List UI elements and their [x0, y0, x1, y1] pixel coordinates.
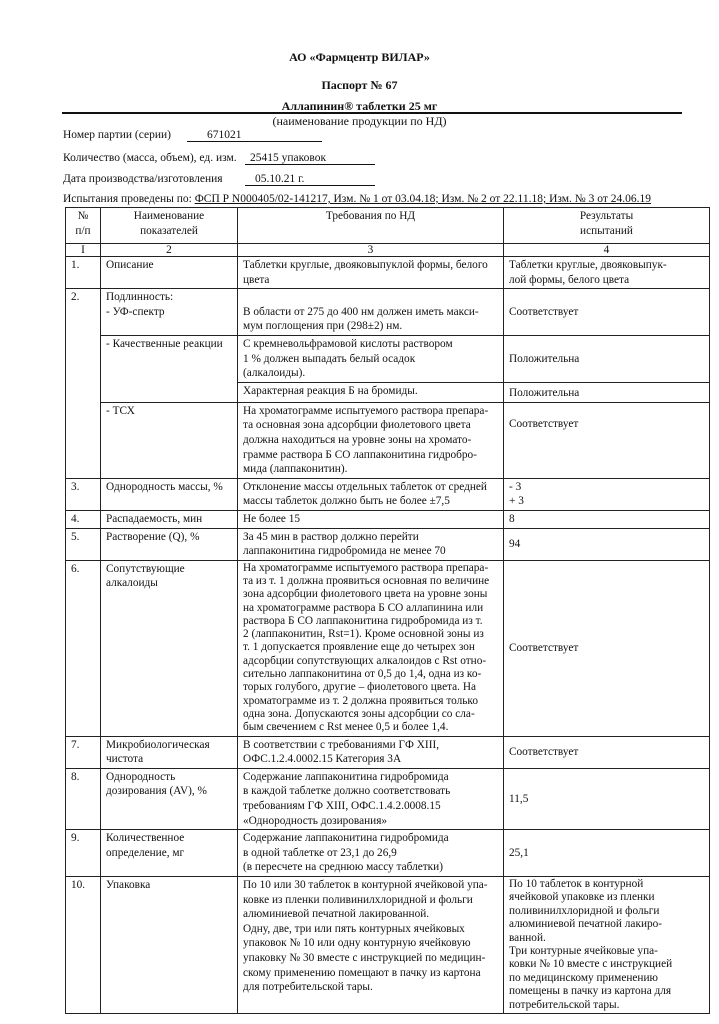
row-requirement: За 45 мин в раствор должно перейти лаппаконитина гидробромида не менее 70	[238, 528, 504, 560]
table-row	[66, 830, 710, 877]
row-result: Соответствует	[504, 736, 710, 768]
batch-value: 671021	[187, 129, 322, 142]
row-name: Описание	[101, 257, 238, 289]
product-name: Аллапинин® таблетки 25 мг	[281, 99, 438, 113]
row-requirement: Не более 15	[238, 510, 504, 528]
row-num: 7.	[66, 736, 101, 768]
header-row	[66, 208, 710, 244]
row-result: Соответствует	[504, 402, 710, 478]
row-result: Положительна	[504, 382, 710, 402]
header-results: Результаты испытаний	[504, 208, 710, 244]
row-name: Растворение (Q), %	[101, 528, 238, 560]
header-name: Наименование показателей	[101, 208, 238, 244]
row-requirement: Содержание лаппаконитина гидробромида в каждой таблетке должно соответствовать требованиям ГФ XIII, ОФС.1.4.2.0008.15 «Однородность дозирования»	[238, 768, 504, 829]
row-result: - 3 + 3	[504, 478, 710, 510]
row-requirement: Отклонение массы отдельных таблеток от средней массы таблеток должно быть не более ±7,5	[238, 478, 504, 510]
row-name: Однородность массы, %	[101, 478, 238, 510]
row-name: Упаковка	[101, 877, 238, 1014]
row-requirement: На хроматограмме испытуемого раствора препара- та из т. 1 должна проявиться основная по величине зона адсорбции фиолетового цвета на уровне зоны на хроматограмме раствора Б СО аллапинина или раствора Б СО лаппаконитина гидробромида из т. 2 (лаппаконитин, Rst=1). Кроме основной зоны из т. 1 допускается проявление еще до четырех зон адсорбции сопутствующих алкалоидов с Rst отно- сительно лаппаконитина от 0,5 до 1,4, одна из ко- торых голубого, другие – фиолетового цвета. На хроматограмме из т. 2 должна проявиться только одна зона. Допускаются зоны адсорбции со сла- бым свечением с Rst менее 0,5 и более 1,4.	[238, 560, 504, 736]
table-row	[66, 289, 710, 336]
row-num: 6.	[66, 560, 101, 736]
row-requirement: Характерная реакция Б на бромиды.	[238, 382, 504, 402]
index-row	[66, 244, 710, 257]
batch-label: Номер партии (серии)	[63, 129, 171, 141]
row-requirement: С кремневольфрамовой кислоты раствором 1 % должен выпадать белый осадок (алкалоиды).	[238, 335, 504, 382]
header-num: № п/п	[66, 208, 101, 244]
table-row	[66, 510, 710, 528]
index-cell: 2	[101, 244, 238, 257]
quantity-value: 25415 упаковок	[245, 152, 375, 165]
table-row	[66, 335, 710, 382]
row-requirement: В области от 275 до 400 нм должен иметь макси- мум поглощения при (298±2) нм.	[238, 289, 504, 336]
index-cell: 3	[238, 244, 504, 257]
row-name: Количественное определение, мг	[101, 830, 238, 877]
table-row	[66, 402, 710, 478]
row-requirement: В соответствии с требованиями ГФ XIII, ОФС.1.2.4.0002.15 Категория 3А	[238, 736, 504, 768]
table-row	[66, 877, 710, 1014]
row-requirement: Таблетки круглые, двояковыпуклой формы, белого цвета	[238, 257, 504, 289]
passport-number: Паспорт № 67	[321, 78, 398, 92]
row-num: 8.	[66, 768, 101, 829]
row-result: 8	[504, 510, 710, 528]
row-name: Распадаемость, мин	[101, 510, 238, 528]
passport-table	[65, 207, 710, 1014]
row-name: Однородность дозирования (AV), %	[101, 768, 238, 829]
row-result: Соответствует	[504, 560, 710, 736]
row-num: 5.	[66, 528, 101, 560]
company-name: АО «Фармцентр ВИЛАР»	[289, 50, 430, 64]
row-name: Микробиологическая чистота	[101, 736, 238, 768]
product-caption: (наименование продукции по НД)	[272, 114, 447, 128]
quantity-label: Количество (масса, объем), ед. изм.	[63, 152, 237, 164]
header-requirements: Требования по НД	[238, 208, 504, 244]
row-result: Положительна	[504, 335, 710, 382]
row-name: Подлинность: - УФ-спектр	[101, 289, 238, 336]
row-result: Соответствует	[504, 289, 710, 336]
tests-label: Испытания проведены по:	[63, 193, 192, 205]
row-requirement: На хроматограмме испытуемого раствора препара- та основная зона адсорбции фиолетового цвета должна находиться на уровне зоны на хромато- грамме раствора Б СО лаппаконитина гидробро- мида (лаппаконитин).	[238, 402, 504, 478]
row-requirement: Содержание лаппаконитина гидробромида в одной таблетке от 23,1 до 26,9 (в пересчете на среднюю массу таблетки)	[238, 830, 504, 877]
index-cell: I	[66, 244, 101, 257]
row-num: 3.	[66, 478, 101, 510]
row-num: 10.	[66, 877, 101, 1014]
row-name: - ТСХ	[101, 402, 238, 478]
row-result: 11,5	[504, 768, 710, 829]
date-label: Дата производства/изготовления	[63, 173, 223, 185]
table-row	[66, 257, 710, 289]
row-num: 2.	[66, 289, 101, 479]
row-num: 1.	[66, 257, 101, 289]
row-name: - Качественные реакции	[101, 335, 238, 402]
table-row	[66, 736, 710, 768]
row-num: 9.	[66, 830, 101, 877]
row-result: 25,1	[504, 830, 710, 877]
index-cell: 4	[504, 244, 710, 257]
table-row	[66, 768, 710, 829]
row-result: Таблетки круглые, двояковыпук- лой формы, белого цвета	[504, 257, 710, 289]
row-requirement: По 10 или 30 таблеток в контурной ячейковой упа- ковке из пленки поливинилхлоридной и фольги алюминиевой печатной лакированной. Одну, две, три или пять контурных ячейковых упаковок № 10 или одну контурную ячейковую упаковку № 30 вместе с инструкцией по медицин- скому применению помещают в пачку из картона для потребительской тары.	[238, 877, 504, 1014]
row-name: Сопутствующие алкалоиды	[101, 560, 238, 736]
date-value: 05.10.21 г.	[245, 173, 375, 186]
row-num: 4.	[66, 510, 101, 528]
row-result: По 10 таблеток в контурной ячейковой упаковке из пленки поливинилхлоридной и фольги алюминиевой печатной лакиро- ванной. Три контурные ячейковые упа- ковки № 10 вместе с инструкцией по медицинскому применению помещены в пачку из картона для потребительской тары.	[504, 877, 710, 1014]
table-row	[66, 478, 710, 510]
tests-line	[63, 193, 651, 205]
table-row	[66, 560, 710, 736]
tests-value: ФСП Р N000405/02-141217, Изм. № 1 от 03.04.18; Изм. № 2 от 22.11.18; Изм. № 3 от 24.06.19	[194, 193, 652, 205]
row-result: 94	[504, 528, 710, 560]
table-row	[66, 528, 710, 560]
